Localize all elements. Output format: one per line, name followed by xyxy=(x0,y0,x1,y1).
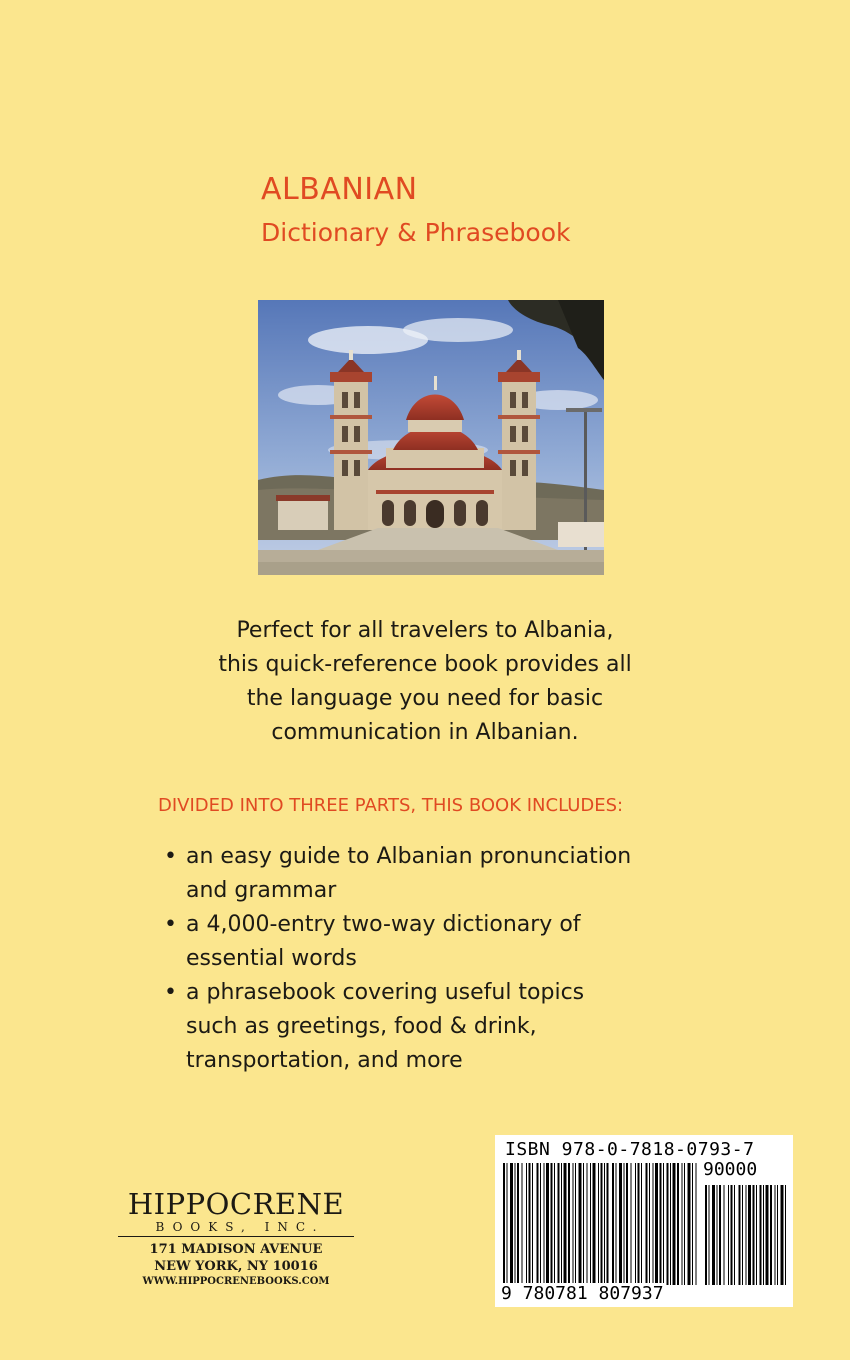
barcode-bar xyxy=(638,1163,640,1285)
barcode-bar xyxy=(532,1163,533,1285)
barcode-bar xyxy=(660,1163,662,1285)
barcode-bar xyxy=(684,1163,685,1285)
barcode-bar xyxy=(631,1163,632,1285)
barcode-bar xyxy=(670,1163,671,1285)
list-item xyxy=(160,976,700,1078)
barcode-bar xyxy=(526,1163,527,1285)
barcode-bar xyxy=(510,1163,513,1285)
barcode-bar xyxy=(598,1163,599,1285)
barcode-bar xyxy=(739,1185,741,1285)
barcode-bar xyxy=(564,1163,567,1285)
barcode-bar xyxy=(655,1163,658,1285)
publisher-website: WWW.HIPPOCRENEBOOKS.COM xyxy=(142,1276,330,1287)
barcode-bar xyxy=(763,1185,764,1285)
publisher-name: HIPPOCRENE xyxy=(127,1187,345,1221)
barcode-bar xyxy=(558,1163,560,1285)
barcode-bar xyxy=(544,1163,545,1285)
barcode-bar xyxy=(601,1163,603,1285)
feature-line: a phrasebook covering useful topics xyxy=(186,980,585,1005)
barcode-bar xyxy=(517,1163,519,1285)
barcode-bar xyxy=(619,1163,622,1285)
barcode-bar xyxy=(573,1163,574,1285)
publisher-sub: BOOKS, INC. xyxy=(155,1220,325,1234)
barcode-bar xyxy=(663,1163,664,1285)
barcode-bar xyxy=(688,1163,691,1285)
barcode-bar xyxy=(575,1163,576,1285)
barcode-bar xyxy=(561,1163,562,1285)
barcode-bar xyxy=(529,1163,531,1285)
barcode-bar xyxy=(775,1185,776,1285)
barcode-bar xyxy=(503,1163,505,1285)
feature-line: transportation, and more xyxy=(186,1048,463,1073)
barcode-bar xyxy=(712,1185,715,1285)
barcode-bar xyxy=(696,1163,697,1285)
barcode-bar xyxy=(604,1163,605,1285)
bullet-icon: • xyxy=(164,844,177,869)
barcode-bar xyxy=(728,1185,729,1285)
barcode-bar xyxy=(724,1185,725,1285)
barcode-bar xyxy=(717,1185,718,1285)
barcode-bar xyxy=(709,1185,710,1285)
barcode-bar xyxy=(766,1185,769,1285)
barcode-bar xyxy=(579,1163,582,1285)
barcode-bar xyxy=(781,1185,784,1285)
barcode-bar xyxy=(568,1163,570,1285)
barcode-bar xyxy=(760,1185,762,1285)
price-code: 90000 xyxy=(703,1159,758,1180)
barcode-bar xyxy=(607,1163,609,1285)
barcode-bar xyxy=(667,1163,669,1285)
barcode-bar xyxy=(635,1163,636,1285)
barcode-bar xyxy=(540,1163,541,1285)
barcode-bar xyxy=(515,1163,516,1285)
list-item xyxy=(160,840,700,908)
barcode-bar xyxy=(777,1185,778,1285)
feature-line: a 4,000-entry two-way dictionary of xyxy=(186,912,581,937)
barcode-bar xyxy=(624,1163,625,1285)
barcode-bar xyxy=(583,1163,584,1285)
barcode-bar xyxy=(587,1163,588,1285)
barcode-bar xyxy=(646,1163,648,1285)
publisher-address-line: NEW YORK, NY 10016 xyxy=(154,1259,318,1274)
barcode-bar xyxy=(746,1185,747,1285)
book-subtitle: Dictionary & Phrasebook xyxy=(261,218,571,247)
publisher-divider xyxy=(118,1236,354,1237)
barcode-bar xyxy=(673,1163,676,1285)
barcode-bar xyxy=(734,1185,735,1285)
barcode-bar xyxy=(705,1185,707,1285)
barcode-bar xyxy=(551,1163,553,1285)
list-item xyxy=(160,908,700,976)
barcode-bar xyxy=(719,1185,721,1285)
contents-heading: DIVIDED INTO THREE PARTS, THIS BOOK INCLUDES: xyxy=(158,795,624,816)
barcode-bar xyxy=(612,1163,614,1285)
barcode-area xyxy=(495,1135,793,1307)
barcode-bar xyxy=(731,1185,733,1285)
barcode-bar xyxy=(641,1163,642,1285)
barcode-bar xyxy=(593,1163,596,1285)
barcode-bar xyxy=(554,1163,555,1285)
book-title: ALBANIAN xyxy=(261,172,418,207)
feature-line: essential words xyxy=(186,946,357,971)
barcode-bar xyxy=(616,1163,617,1285)
intro-line: Perfect for all travelers to Albania, xyxy=(236,618,614,643)
barcode-bar xyxy=(590,1163,591,1285)
bullet-icon: • xyxy=(164,980,177,1005)
feature-line: an easy guide to Albanian pronunciation xyxy=(186,844,632,869)
barcode-bar xyxy=(742,1185,743,1285)
barcode-digits: 9 780781 807937 xyxy=(501,1283,664,1304)
intro-line: this quick-reference book provides all xyxy=(218,652,632,677)
barcode-bar xyxy=(507,1163,508,1285)
publisher-address-line: 171 MADISON AVENUE xyxy=(149,1242,323,1257)
feature-line: such as greetings, food & drink, xyxy=(186,1014,537,1039)
intro-line: the language you need for basic xyxy=(246,686,604,711)
bullet-icon: • xyxy=(164,912,177,937)
barcode-bar xyxy=(537,1163,539,1285)
feature-line: and grammar xyxy=(186,878,337,903)
barcode-bar xyxy=(682,1163,683,1285)
barcode-bar xyxy=(522,1163,523,1285)
barcode-bar xyxy=(756,1185,757,1285)
intro-line: communication in Albanian. xyxy=(271,720,579,745)
barcode-bar xyxy=(546,1163,549,1285)
barcode-bar xyxy=(748,1185,751,1285)
feature-list xyxy=(160,840,700,1078)
barcode-bar xyxy=(653,1163,654,1285)
barcode-bar xyxy=(692,1163,693,1285)
barcode-bar xyxy=(649,1163,650,1285)
intro-text xyxy=(150,614,700,750)
barcode-bar xyxy=(753,1185,755,1285)
barcode-bar xyxy=(770,1185,772,1285)
barcode-bar xyxy=(677,1163,679,1285)
isbn-text: ISBN 978-0-7818-0793-7 xyxy=(505,1139,755,1160)
publisher-block xyxy=(118,1188,354,1289)
cathedral-photo xyxy=(258,300,604,575)
barcode-bar xyxy=(785,1185,786,1285)
barcode-bar xyxy=(626,1163,628,1285)
